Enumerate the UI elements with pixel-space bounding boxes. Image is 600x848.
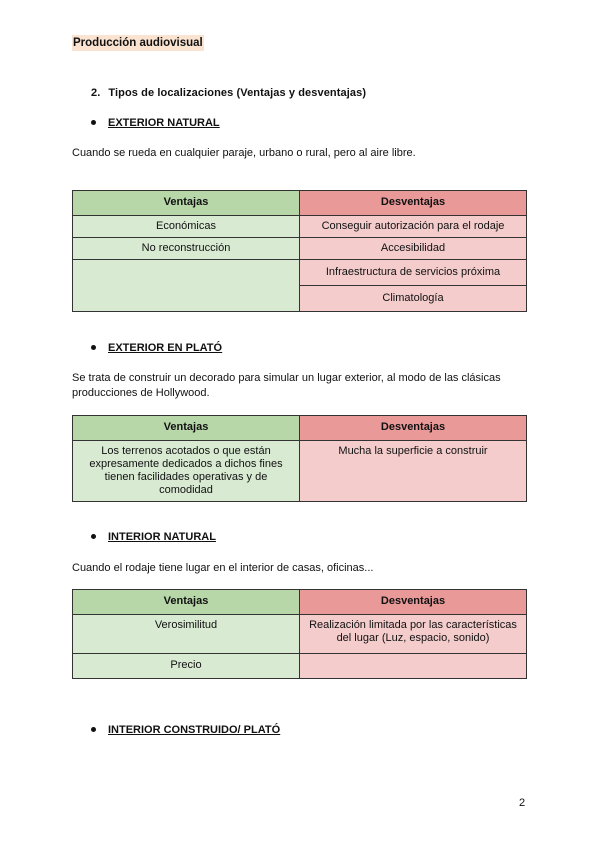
- bullet-icon: [91, 534, 96, 539]
- ventajas-header: Ventajas: [73, 590, 300, 615]
- bullet-icon: [91, 345, 96, 350]
- desventaja-cell: Infraestructura de servicios próxima: [300, 260, 527, 286]
- desventaja-cell: Realización limitada por las características del lugar (Luz, espacio, sonido): [300, 615, 527, 654]
- ventaja-cell: Económicas: [73, 216, 300, 238]
- table-exterior-natural: [72, 190, 527, 312]
- table-row: [73, 216, 527, 238]
- description-exterior-natural: Cuando se rueda en cualquier paraje, urbano o rural, pero al aire libre.: [72, 147, 416, 159]
- ventaja-cell: Verosimilitud: [73, 615, 300, 654]
- desventaja-cell: Accesibilidad: [300, 238, 527, 260]
- heading-interior-natural: INTERIOR NATURAL: [91, 531, 216, 543]
- desventaja-cell: [300, 654, 527, 679]
- desventaja-cell: Mucha la superficie a construir: [300, 441, 527, 502]
- table-interior-natural: [72, 589, 527, 679]
- desventajas-header: Desventajas: [300, 191, 527, 216]
- heading-exterior-natural: EXTERIOR NATURAL: [91, 117, 220, 129]
- desventajas-header: Desventajas: [300, 590, 527, 615]
- table-row: [73, 238, 527, 260]
- description-exterior-en-plato: Se trata de construir un decorado para simular un lugar exterior, al modo de las clásicas producciones de Hollywood.: [72, 372, 501, 399]
- description-interior-natural: Cuando el rodaje tiene lugar en el interior de casas, oficinas...: [72, 562, 374, 574]
- ventaja-cell: No reconstrucción: [73, 238, 300, 260]
- section-number: 2.: [91, 87, 101, 99]
- ventaja-cell: Precio: [73, 654, 300, 679]
- section-heading: [91, 87, 366, 99]
- table-row: [73, 441, 527, 502]
- table-row: [73, 654, 527, 679]
- table-row: [73, 615, 527, 654]
- heading-exterior-en-plato: EXTERIOR EN PLATÓ: [91, 342, 222, 354]
- bullet-icon: [91, 120, 96, 125]
- table-exterior-en-plato: [72, 415, 527, 502]
- desventaja-cell: Conseguir autorización para el rodaje: [300, 216, 527, 238]
- heading-interior-construido-plato: INTERIOR CONSTRUIDO/ PLATÓ: [91, 724, 280, 736]
- ventajas-header: Ventajas: [73, 416, 300, 441]
- page-number: 2: [519, 797, 526, 809]
- bullet-icon: [91, 727, 96, 732]
- ventaja-cell-empty: [73, 260, 300, 312]
- section-title: Tipos de localizaciones (Ventajas y desventajas): [108, 87, 367, 99]
- table-header-row: [73, 590, 527, 615]
- table-header-row: [73, 191, 527, 216]
- document-header-title: Producción audiovisual: [73, 37, 203, 49]
- desventajas-header: Desventajas: [300, 416, 527, 441]
- table-row: [73, 260, 527, 286]
- desventaja-cell: Climatología: [300, 286, 527, 312]
- table-header-row: [73, 416, 527, 441]
- ventaja-cell: Los terrenos acotados o que están expresamente dedicados a dichos fines tienen facilidades operativas y de comodidad: [73, 441, 300, 502]
- ventajas-header: Ventajas: [73, 191, 300, 216]
